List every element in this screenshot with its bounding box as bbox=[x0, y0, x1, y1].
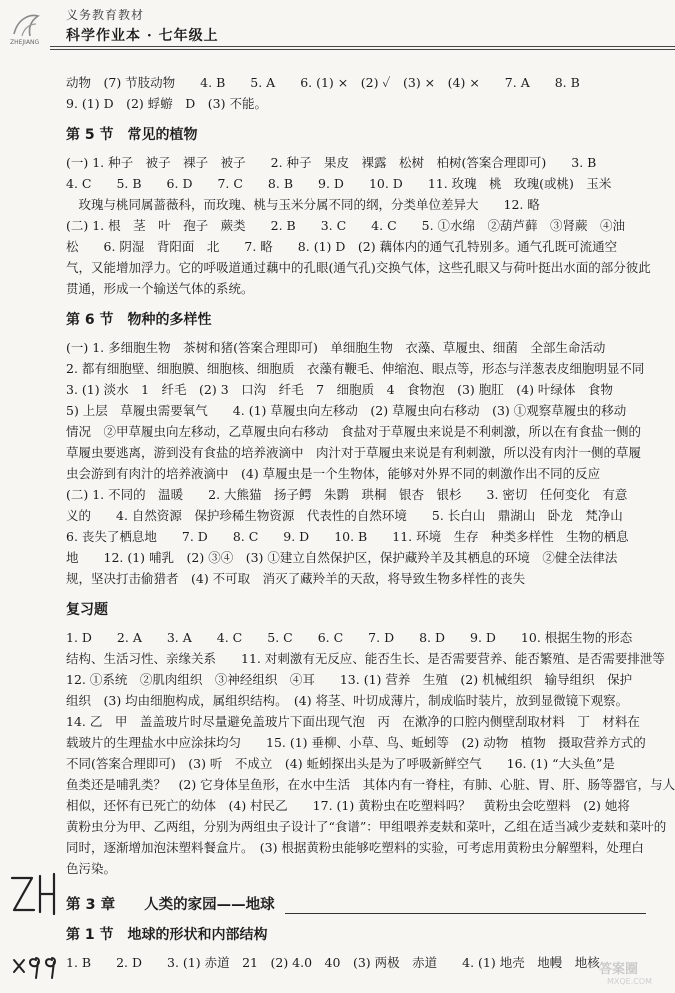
answer-line: 9. (1) D (2) 蜉蝣 D (3) 不能。 bbox=[66, 96, 267, 111]
section-heading-text: 第 5 节 常见的植物 bbox=[66, 127, 198, 143]
section-heading-text: 第 6 节 物种的多样性 bbox=[66, 312, 212, 328]
section-heading-text: 第 1 节 地球的形状和内部结构 bbox=[66, 927, 268, 943]
section-heading bbox=[66, 924, 646, 944]
answer-line: 组织 (3) 均由细胞构成，属组织结构。 (4) 将茎、叶切成薄片，制成临时装片，放到显微镜下观察。 bbox=[66, 693, 629, 708]
answer-line: 不同(答案合理即可) (3) 听 不成立 (4) 蚯蚓探出头是为了呼吸新鲜空气 16. (1) “大头鱼”是 bbox=[66, 756, 615, 771]
answer-line: 虫会游到有肉汁的培养液滴中 (4) 草履虫是一个生物体，能够对外界不同的刺激作出不同的反应 bbox=[66, 466, 601, 481]
answer-line: 色污染。 bbox=[66, 861, 117, 876]
chapter-heading-text: 第 3 章 人类的家园——地球 bbox=[66, 897, 275, 913]
answer-line: 结构、生活习性、亲缘关系 11. 对刺激有无反应、能否生长、是否需要营养、能否繁殖、是否需要排泄等 bbox=[66, 651, 665, 666]
answer-line: 气，又能增加浮力。它的呼吸道通过藕中的孔眼(通气孔)交换气体，这些孔眼又与荷叶挺出水面的部分彼此 bbox=[66, 260, 651, 275]
answer-line: 地 12. (1) 哺乳 (2) ③④ (3) ①建立自然保护区，保护藏羚羊及其栖息的环境 ②健全法律法 bbox=[66, 550, 618, 565]
answer-line: 贯通，形成一个输送气体的系统。 bbox=[66, 281, 254, 296]
answer-line: (一) 1. 多细胞生物 茶树和猪(答案合理即可) 单细胞生物 衣藻、草履虫、细菌 全部生命活动 bbox=[66, 340, 606, 355]
answer-line: 1. B 2. D 3. (1) 赤道 21 (2) 4.0 40 (3) 两极 赤道 4. (1) 地壳 地幔 地核 bbox=[66, 955, 600, 970]
answer-line: 3. (1) 淡水 1 纤毛 (2) 3 口沟 纤毛 7 细胞质 4 食物泡 (3) 胞肛 (4) 叶绿体 食物 bbox=[66, 382, 613, 397]
book-title: 科学作业本 · 七年级上 bbox=[66, 28, 219, 44]
answer-line: 同时，逐渐增加泡沫塑料餐盒片。 (3) 根据黄粉虫能够吃塑料的实验，可考虑用黄粉虫分解塑料，处理白 bbox=[66, 840, 644, 855]
series-name: 义务教育教材 bbox=[66, 8, 145, 22]
answer-line: 2. 都有细胞壁、细胞膜、细胞核、细胞质 衣藻有鞭毛、伸缩泡、眼点等，形态与洋葱表皮细胞明显不同 bbox=[66, 361, 645, 376]
answer-line: 14. 乙 甲 盖盖玻片时尽量避免盖玻片下面出现气泡 丙 在漱净的口腔内侧壁刮取材料 丁 材料在 bbox=[66, 714, 640, 729]
answer-line: 义的 4. 自然资源 保护珍稀生物资源 代表性的自然环境 5. 长白山 鼎湖山 卧龙 梵净山 bbox=[66, 508, 623, 523]
answer-line: 6. 丧失了栖息地 7. D 8. C 9. D 10. B 11. 环境 生存 种类多样性 生物的栖息 bbox=[66, 529, 629, 544]
watermark-logo-icon bbox=[597, 957, 667, 987]
answer-line: 玫瑰与桃同属蔷薇科，而玫瑰、桃与玉米分属不同的纲，分类单位差异大 12. 略 bbox=[66, 197, 540, 212]
answer-line: (二) 1. 根 茎 叶 孢子 蕨类 2. B 3. C 4. C 5. ①水绵 ②葫芦藓 ③肾蕨 ④油 bbox=[66, 218, 626, 233]
answer-line: (二) 1. 不同的 温暖 2. 大熊猫 扬子鳄 朱鹮 珙桐 银杏 银杉 3. 密切 任何变化 有意 bbox=[66, 487, 628, 502]
answer-line: 相似，还怀有已死亡的幼体 (4) 村民乙 17. (1) 黄粉虫在吃塑料吗？ 黄粉虫会吃塑料 (2) 她将 bbox=[66, 798, 630, 813]
answer-line: 12. ①系统 ②肌肉组织 ③神经组织 ④耳 13. (1) 营养 生殖 (2) 机械组织 输导组织 保护 bbox=[66, 672, 633, 687]
chapter-rule bbox=[285, 899, 646, 914]
section-heading bbox=[66, 599, 646, 619]
logo-text: ZHEJIANG bbox=[10, 39, 40, 46]
header-rule-double bbox=[50, 49, 675, 50]
answer-line: 5) 上层 草履虫需要氧气 4. (1) 草履虫向左移动 (2) 草履虫向右移动 (3) ①观察草履虫的移动 bbox=[66, 403, 627, 418]
watermark-text: 答案圈 bbox=[599, 962, 639, 977]
publisher-logo-icon bbox=[8, 6, 48, 46]
page-header bbox=[0, 0, 675, 58]
answer-line: 情况 ②甲草履虫向左移动，乙草履虫向右移动 食盐对于草履虫来说是不利刺激，所以在有食盐一侧的 bbox=[66, 424, 642, 439]
answer-line: 黄粉虫分为甲、乙两组，分别为两组虫子设计了“食谱”：甲组喂养麦麸和菜叶，乙组在适当减少麦麸和菜叶的 bbox=[66, 819, 667, 834]
answer-line: 松 6. 阴湿 背阳面 北 7. 略 8. (1) D (2) 藕体内的通气孔特别多。通气孔既可流通空 bbox=[66, 239, 618, 254]
section-heading bbox=[66, 124, 646, 144]
answer-line: 规，坚决打击偷猎者 (4) 不可取 消灭了藏羚羊的天敌，将导致生物多样性的丧失 bbox=[66, 571, 526, 586]
answer-line: 1. D 2. A 3. A 4. C 5. C 6. C 7. D 8. D 9. D 10. 根据生物的形态 bbox=[66, 630, 633, 645]
section-heading-text: 复习题 bbox=[66, 602, 108, 618]
answer-line: (一) 1. 种子 被子 裸子 被子 2. 种子 果皮 裸露 松树 柏树(答案合理即可) 3. B bbox=[66, 155, 597, 170]
answer-line: 草履虫要逃离，游到没有食盐的培养液滴中 肉汁对于草履虫来说是有利刺激，所以没有肉汁一侧的草履 bbox=[66, 445, 642, 460]
answer-line: 鱼类还是哺乳类？ (2) 它身体呈鱼形，在水中生活 其体内有一脊柱，有肺、心脏、胃、肝、肠等器官，与人 bbox=[66, 777, 675, 792]
header-rule bbox=[50, 46, 675, 47]
answer-line: 载玻片的生理盐水中应涂抹均匀 15. (1) 垂柳、小草、鸟、蚯蚓等 (2) 动物 植物 摄取营养方式的 bbox=[66, 735, 646, 750]
watermark-sub: MXQE.COM bbox=[607, 977, 653, 986]
handwritten-mark-icon bbox=[6, 864, 66, 984]
answer-line: 4. C 5. B 6. D 7. C 8. B 9. D 10. D 11. 玫瑰 桃 玫瑰(或桃) 玉米 bbox=[66, 176, 612, 191]
answer-content bbox=[66, 72, 675, 973]
section-heading bbox=[66, 309, 646, 329]
chapter-heading bbox=[66, 893, 646, 914]
answer-line: 动物 (7) 节肢动物 4. B 5. A 6. (1) × (2) ✓ (3) × (4) × 7. A 8. B bbox=[66, 75, 580, 90]
